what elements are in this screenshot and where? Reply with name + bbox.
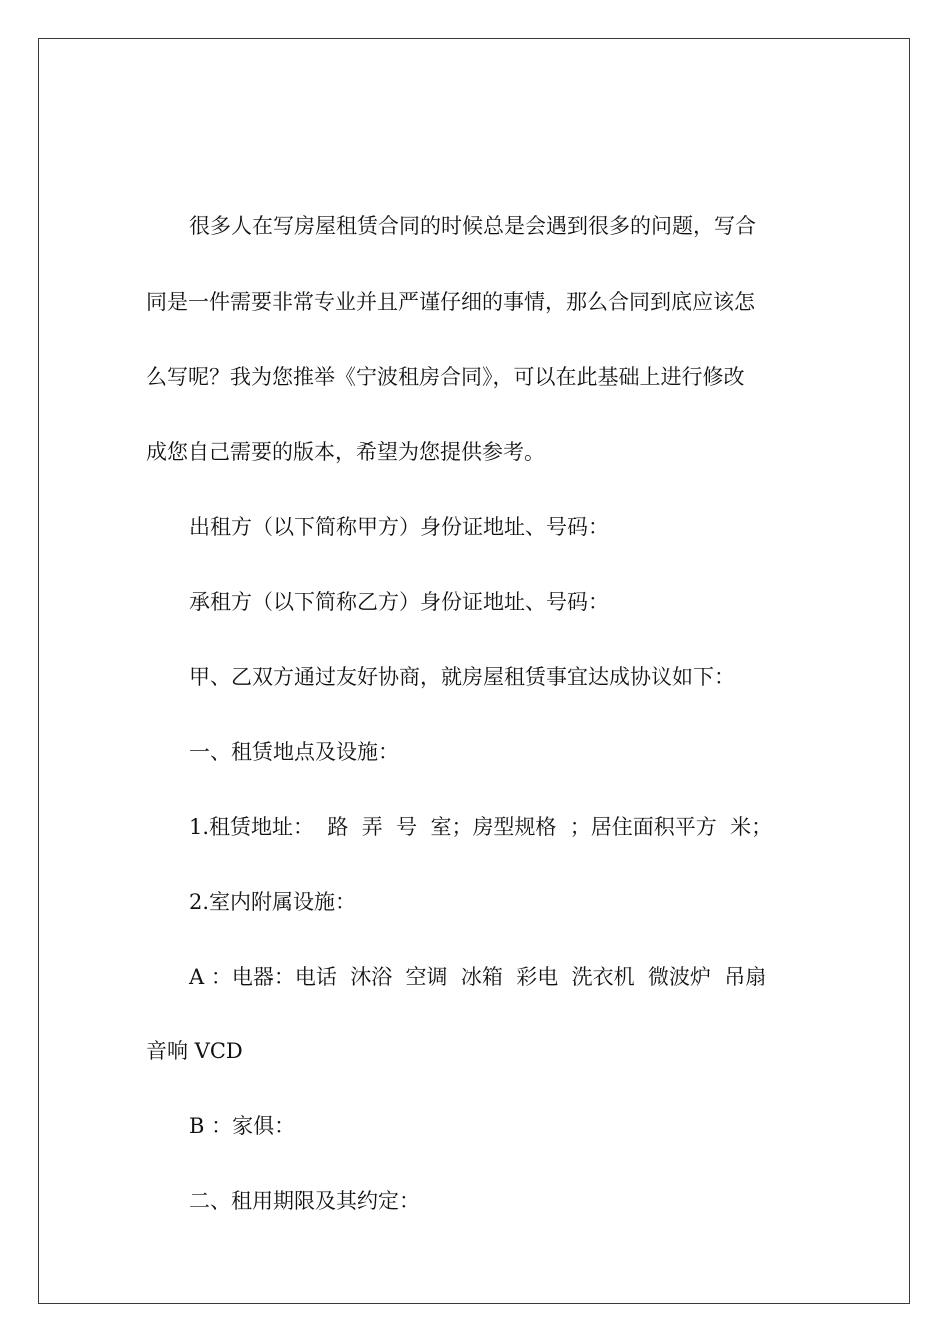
- item-a-appliances: A ：电器：电话 沐浴 空调 冰箱 彩电 洗衣机 微波炉 吊扇: [189, 965, 767, 989]
- intro-line-4: 成您自己需要的版本，希望为您提供参考。: [146, 440, 545, 464]
- lessor-line: 出租方（以下简称甲方）身份证地址、号码：: [189, 515, 609, 539]
- item-b-furniture: B ：家俱：: [189, 1114, 296, 1138]
- item-2-facilities: 2.室内附属设施：: [189, 890, 357, 914]
- intro-line-1: 很多人在写房屋租赁合同的时候总是会遇到很多的问题，写合: [189, 214, 756, 238]
- item-1-address: 1.租赁地址： 路 弄 号 室；房型规格 ；居住面积平方 米；: [189, 815, 773, 839]
- section-2-heading: 二、租用期限及其约定：: [189, 1189, 420, 1213]
- section-1-heading: 一、租赁地点及设施：: [189, 740, 399, 764]
- agreement-line: 甲、乙双方通过友好协商，就房屋租赁事宜达成协议如下：: [189, 665, 735, 689]
- lessee-line: 承租方（以下简称乙方）身份证地址、号码：: [189, 590, 609, 614]
- intro-line-3: 么写呢？我为您推举《宁波租房合同》，可以在此基础上进行修改: [146, 365, 745, 389]
- intro-line-2: 同是一件需要非常专业并且严谨仔细的事情，那么合同到底应该怎: [146, 290, 755, 314]
- item-a-appliances-continued: 音响 VCD: [146, 1039, 243, 1063]
